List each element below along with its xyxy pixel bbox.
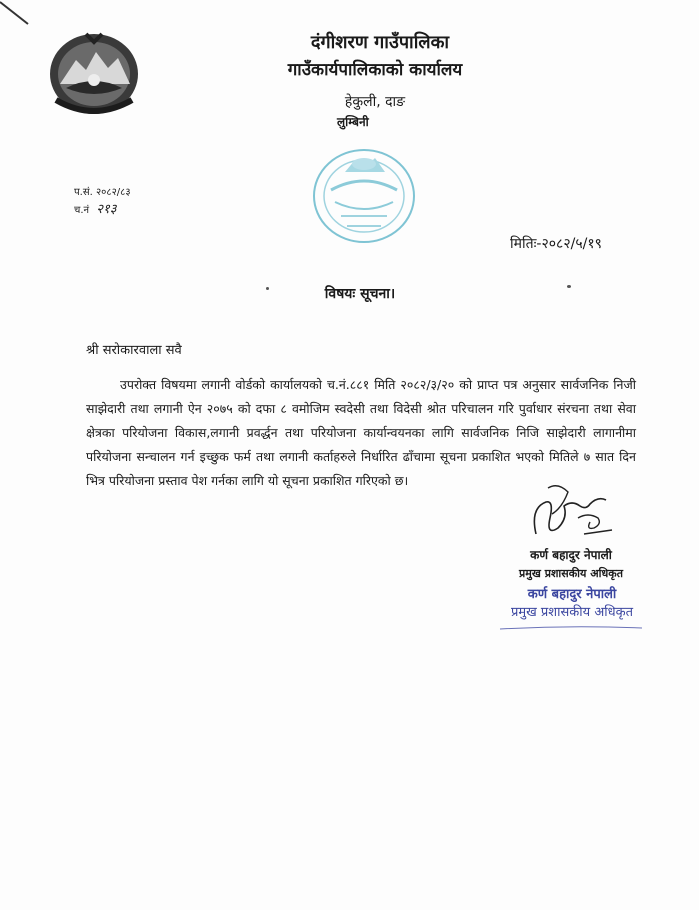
patra-sankhya: प.सं. २०८२/८३ [74, 187, 131, 198]
handwritten-signature [528, 478, 618, 546]
scan-speck [567, 285, 571, 288]
office-seal-stamp [305, 142, 423, 250]
office-province: लुम्बिनी [337, 115, 369, 129]
addressee: श्री सरोकारवाला सवै [86, 343, 182, 358]
chalani-number: २१३ [96, 202, 117, 217]
reference-block [74, 184, 131, 219]
letterhead [200, 30, 520, 84]
designation-stamp-name: कर्ण बहादुर नेपाली [527, 587, 617, 602]
designation-stamp-title: प्रमुख प्रशासकीय अधिकृत [510, 605, 634, 620]
chalani-line [74, 201, 131, 219]
office-address: हेकुली, दाङ [344, 94, 406, 110]
corner-scan-mark [0, 0, 40, 30]
scan-speck [266, 287, 269, 290]
stamp-underline [498, 624, 644, 632]
chalani-label: च.नं [74, 205, 90, 216]
subject-line: विषयः सूचना। [324, 286, 396, 302]
signer-name: कर्ण बहादुर नेपाली [530, 548, 612, 562]
notice-body: उपरोक्त विषयमा लगानी वोर्डको कार्यालयको च.नं.८८१ मिति २०८२/३/२० को प्राप्त पत्र अनुसार सार्वजनिक निजी साझेदारी तथा लगानी ऐन २०७५ को दफा ८ वमोजिम स्वदेसी तथा विदेसी श्रोत परिचालन गरि पुर्वाधार संरचना तथा सेवा क्षेत्रका परियोजना विकास,लगानी प्रवर्द्धन तथा परियोजना कार्यान्वयनका लागि सार्वजनिक निजि साझेदारी लागानीमा परियोजना सन्चालन गर्न इच्छुक फर्म तथा लगानी कर्ताहरुले निर्धारित ढाँचामा सूचना प्रकाशित भएको मितिले ७ सात दिन भित्र परियोजना प्रस्ताव पेश गर्नका लागि यो सूचना प्रकाशित गरिएको छ। [86, 377, 636, 488]
nepal-emblem-logo [46, 30, 142, 118]
letter-date: मितिः-२०८२/५/१९ [510, 236, 602, 252]
signer-title: प्रमुख प्रशासकीय अधिकृत [519, 567, 623, 580]
office-name: दंगीशरण गाउँपालिका [310, 32, 450, 53]
office-subtitle: गाउँकार्यपालिकाको कार्यालय [287, 60, 463, 80]
